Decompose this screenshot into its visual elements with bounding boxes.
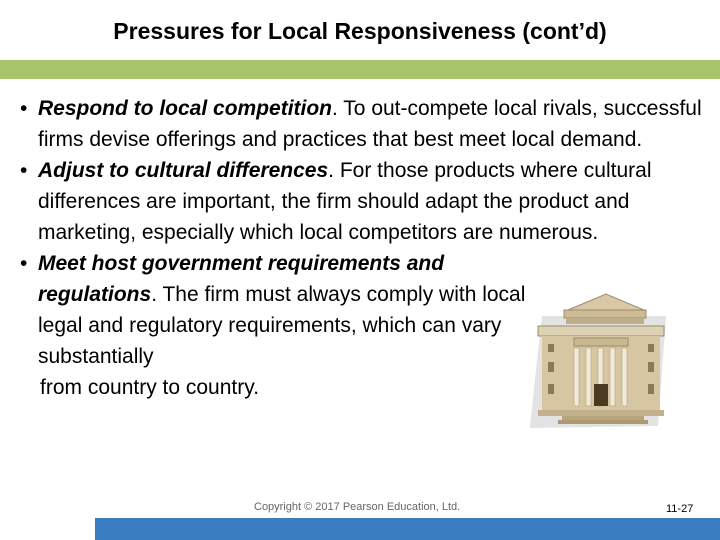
- bullet-item: [20, 248, 538, 372]
- bullet-marker: •: [20, 97, 28, 120]
- bullet-marker: •: [20, 252, 28, 275]
- bullet-marker: •: [20, 159, 28, 182]
- bullet-lead: Respond to local competition: [38, 97, 333, 120]
- copyright-notice: Copyright © 2017 Pearson Education, Ltd.: [254, 501, 461, 513]
- title-accent-bar: [0, 60, 720, 79]
- bullet-lead: Meet host government requirements and regulations: [38, 252, 445, 306]
- slide-title: Pressures for Local Responsiveness (cont’d): [113, 18, 607, 44]
- government-building-icon: [528, 292, 672, 432]
- bullet-continuation: from country to country.: [40, 376, 260, 399]
- bullet-item: [20, 93, 710, 155]
- footer-accent-bar: [95, 518, 720, 540]
- bullet-text: . To out-compete local rivals, successful firms devise offerings and practices that best meet local demand.: [38, 97, 702, 151]
- bullet-text: . For those products where cultural differences are important, the firm should adapt the product and marketing, especially which local competitors are numerous.: [38, 159, 652, 244]
- page-number: 11-27: [666, 503, 694, 515]
- bullet-lead: Adjust to cultural differences: [38, 159, 329, 182]
- bullet-text: . The firm must always comply with local legal and regulatory requirements, which can vary substantially: [38, 283, 526, 368]
- bullet-item: [20, 155, 710, 248]
